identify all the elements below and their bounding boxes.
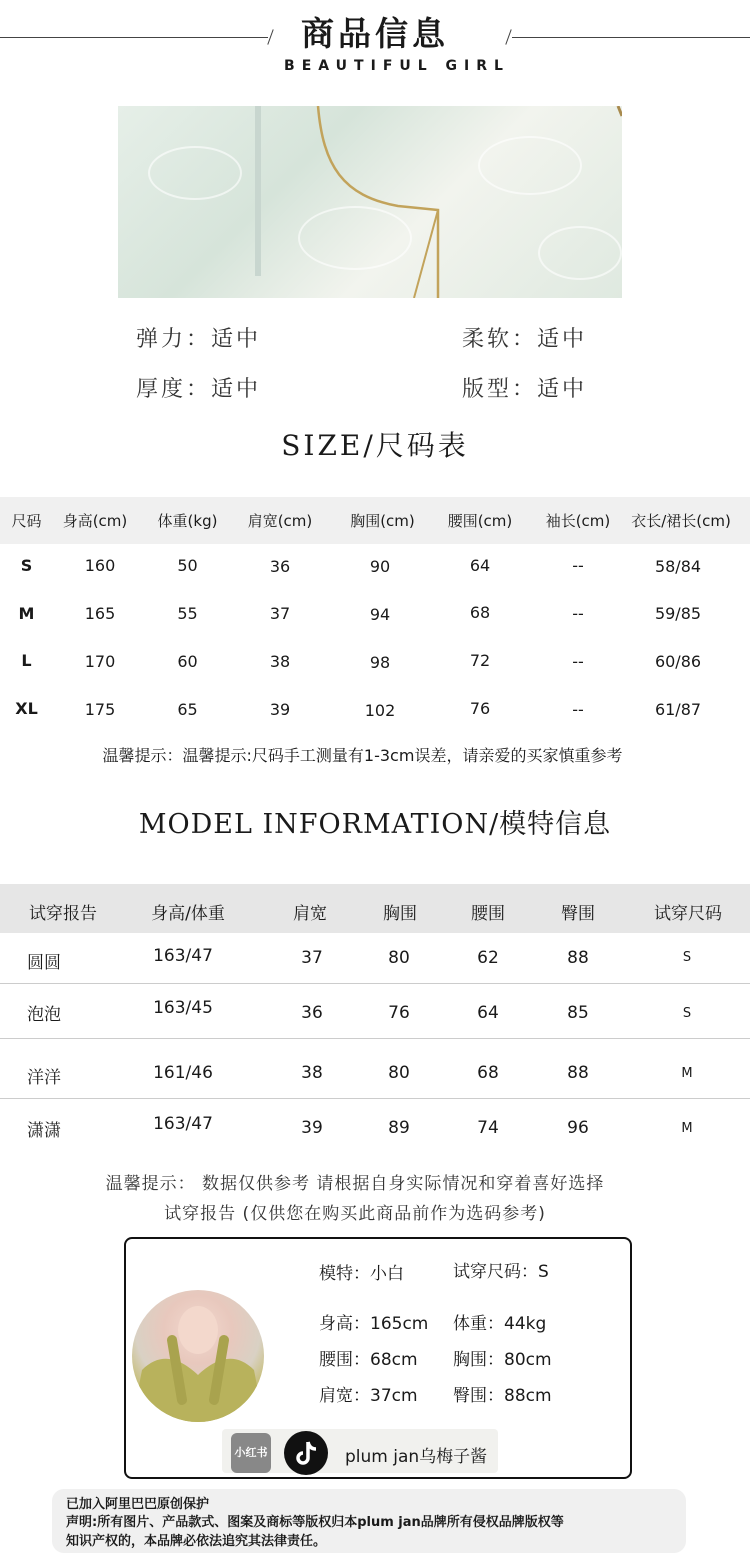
card-bust: 胸围：80cm xyxy=(453,1350,552,1370)
model-cell: M xyxy=(681,1066,693,1081)
size-cell: 60/86 xyxy=(654,652,702,671)
model-cell: 96 xyxy=(567,1118,589,1138)
model-cell: 泡泡 xyxy=(27,1005,61,1025)
size-cell: 72 xyxy=(469,651,491,670)
page-title: 商品信息 xyxy=(301,14,449,53)
tiktok-icon[interactable] xyxy=(284,1431,328,1475)
size-cell: 55 xyxy=(177,604,198,623)
try-on-report-note: 试穿报告 (仅供您在购买此商品前作为选码参考) xyxy=(164,1204,546,1224)
xiaohongshu-icon[interactable]: 小红书 xyxy=(231,1433,271,1473)
size-cell: 37 xyxy=(269,604,291,623)
card-try-size: 试穿尺码：S xyxy=(453,1262,549,1282)
model-cell: 64 xyxy=(477,1003,499,1023)
model-header-cell: 试穿报告 xyxy=(29,904,97,924)
size-cell: 38 xyxy=(269,652,291,671)
model-table-title: MODEL INFORMATION/模特信息 xyxy=(138,809,612,840)
size-cell: 59/85 xyxy=(654,604,702,623)
model-cell: 76 xyxy=(388,1003,410,1023)
fabric-photo xyxy=(118,106,622,298)
model-header-cell: 肩宽 xyxy=(293,904,327,924)
size-cell: 50 xyxy=(177,556,198,575)
model-cell: S xyxy=(682,950,692,965)
card-weight: 体重：44kg xyxy=(453,1314,547,1334)
card-waist: 腰围：68cm xyxy=(319,1350,418,1370)
size-cell: 39 xyxy=(269,700,291,719)
notice-line-3: 知识产权的，本品牌必依法追究其法律责任。 xyxy=(66,1534,327,1549)
card-shoulder: 肩宽：37cm xyxy=(319,1386,418,1406)
size-cell: 58/84 xyxy=(654,557,702,576)
size-header-cell: 袖长(cm) xyxy=(545,512,611,530)
model-header-cell: 腰围 xyxy=(471,904,505,924)
reference-tip: 温馨提示： 数据仅供参考 请根据自身实际情况和穿着喜好选择 xyxy=(105,1174,605,1194)
size-cell: 76 xyxy=(469,699,491,718)
brand-handle: plum jan乌梅子酱 xyxy=(345,1447,488,1467)
size-cell: 68 xyxy=(469,603,491,622)
size-header-cell: 衣长/裙长(cm) xyxy=(631,512,731,530)
card-model-name: 模特：小白 xyxy=(319,1264,404,1284)
size-cell: -- xyxy=(572,652,584,671)
size-cell: 61/87 xyxy=(654,700,702,719)
model-header-cell: 身高/体重 xyxy=(151,904,225,924)
size-cell: 64 xyxy=(469,556,491,575)
model-header-cell: 试穿尺码 xyxy=(654,904,722,924)
size-cell: L xyxy=(21,651,32,670)
row-divider xyxy=(0,983,750,984)
model-cell: 62 xyxy=(477,948,499,968)
size-header-cell: 体重(kg) xyxy=(157,512,218,530)
page-subtitle: BEAUTIFUL GIRL xyxy=(284,58,510,74)
model-cell: 85 xyxy=(567,1003,589,1023)
size-cell: 65 xyxy=(177,700,198,719)
model-avatar xyxy=(132,1290,264,1422)
size-cell: -- xyxy=(572,700,584,719)
card-hip: 臀围：88cm xyxy=(453,1386,552,1406)
model-cell: 89 xyxy=(388,1118,410,1138)
size-cell: 160 xyxy=(84,556,116,575)
size-cell: S xyxy=(20,556,33,575)
card-height: 身高：165cm xyxy=(319,1314,429,1334)
model-cell: 潇潇 xyxy=(27,1121,61,1141)
row-divider xyxy=(0,1038,750,1039)
model-cell: 74 xyxy=(477,1118,499,1138)
model-cell: S xyxy=(682,1006,692,1021)
size-cell: 94 xyxy=(369,605,391,624)
model-cell: 洋洋 xyxy=(27,1068,61,1088)
model-cell: 163/45 xyxy=(153,998,213,1018)
model-cell: 37 xyxy=(301,948,323,968)
model-cell: 80 xyxy=(388,1063,410,1083)
notice-line-2: 声明:所有图片、产品款式、图案及商标等版权归本plum jan品牌所有侵权品牌版权等 xyxy=(66,1515,564,1530)
size-cell: 170 xyxy=(84,652,116,671)
size-header-cell: 腰围(cm) xyxy=(447,512,513,530)
size-cell: 90 xyxy=(369,557,391,576)
size-header-cell: 身高(cm) xyxy=(62,512,128,530)
model-cell: 36 xyxy=(301,1003,323,1023)
size-table-title: SIZE/尺码表 xyxy=(281,429,469,462)
size-cell: 60 xyxy=(177,652,198,671)
attr-thickness: 厚度：适中 xyxy=(136,377,262,402)
size-cell: 102 xyxy=(364,701,396,720)
model-cell: 161/46 xyxy=(153,1063,213,1083)
size-cell: 98 xyxy=(369,653,391,672)
notice-line-1: 已加入阿里巴巴原创保护 xyxy=(66,1497,210,1512)
model-cell: 38 xyxy=(301,1063,323,1083)
model-cell: 80 xyxy=(388,948,410,968)
model-cell: 88 xyxy=(567,948,589,968)
size-cell: -- xyxy=(572,604,584,623)
size-cell: -- xyxy=(572,556,584,575)
model-cell: 88 xyxy=(567,1063,589,1083)
model-cell: 圆圆 xyxy=(27,953,61,973)
row-divider xyxy=(0,1098,750,1099)
size-header-cell: 胸围(cm) xyxy=(350,512,415,530)
model-cell: 68 xyxy=(477,1063,499,1083)
size-cell: 165 xyxy=(84,604,116,623)
size-cell: XL xyxy=(15,699,38,718)
size-header-cell: 尺码 xyxy=(11,512,42,530)
model-cell: 163/47 xyxy=(153,946,213,966)
size-cell: M xyxy=(18,604,35,623)
attr-softness: 柔软：适中 xyxy=(462,327,588,352)
size-cell: 36 xyxy=(269,557,291,576)
model-cell: 163/47 xyxy=(153,1114,213,1134)
attr-fit: 版型：适中 xyxy=(462,377,588,402)
model-header-cell: 臀围 xyxy=(561,904,595,924)
model-cell: M xyxy=(681,1121,693,1136)
size-header-cell: 肩宽(cm) xyxy=(247,512,313,530)
model-cell: 39 xyxy=(301,1118,323,1138)
model-header-cell: 胸围 xyxy=(383,904,417,924)
size-tip: 温馨提示：温馨提示:尺码手工测量有1-3cm误差，请亲爱的买家慎重参考 xyxy=(102,746,623,765)
size-cell: 175 xyxy=(84,700,116,719)
attr-elasticity: 弹力：适中 xyxy=(136,327,262,352)
